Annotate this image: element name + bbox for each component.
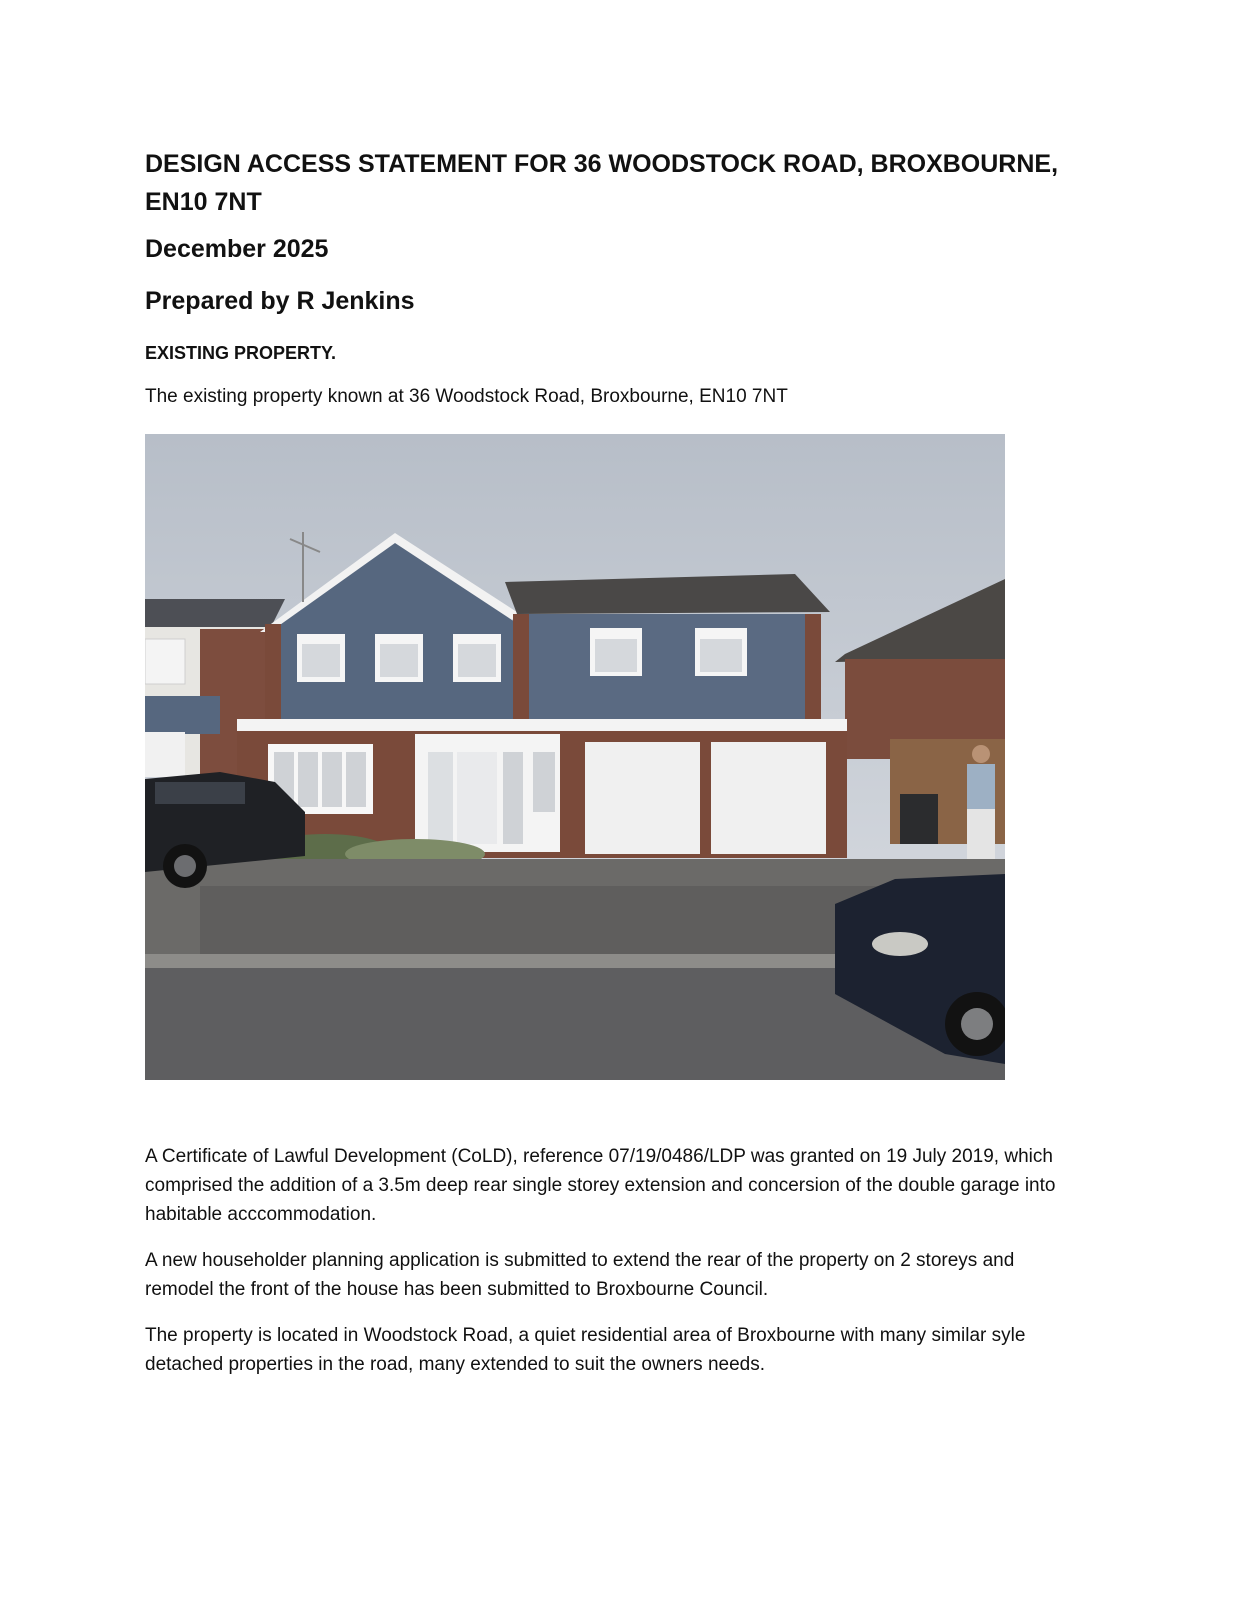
property-photo (145, 434, 1005, 1080)
document-author: Prepared by R Jenkins (145, 287, 415, 315)
document-title: DESIGN ACCESS STATEMENT FOR 36 WOODSTOCK ROAD, BROXBOURNE, EN10 7NT (145, 150, 1059, 216)
paragraph-cold-certificate: A Certificate of Lawful Development (CoLD), reference 07/19/0486/LDP was granted on 19 July 2019, which comprised the addition of a 3.5m deep rear single storey extension and concersion of the double garage into habitable acccommodation. (145, 1146, 1056, 1225)
document-date: December 2025 (145, 235, 329, 263)
section-heading-existing-property: EXISTING PROPERTY. (145, 343, 337, 363)
paragraph-planning-application: A new householder planning application is submitted to extend the rear of the property on 2 storeys and remodel the front of the house has been submitted to Broxbourne Council. (145, 1250, 1015, 1300)
intro-text: The existing property known at 36 Woodstock Road, Broxbourne, EN10 7NT (145, 386, 788, 407)
paragraph-location: The property is located in Woodstock Road, a quiet residential area of Broxbourne with many similar syle detached properties in the road, many extended to suit the owners needs. (145, 1325, 1026, 1375)
